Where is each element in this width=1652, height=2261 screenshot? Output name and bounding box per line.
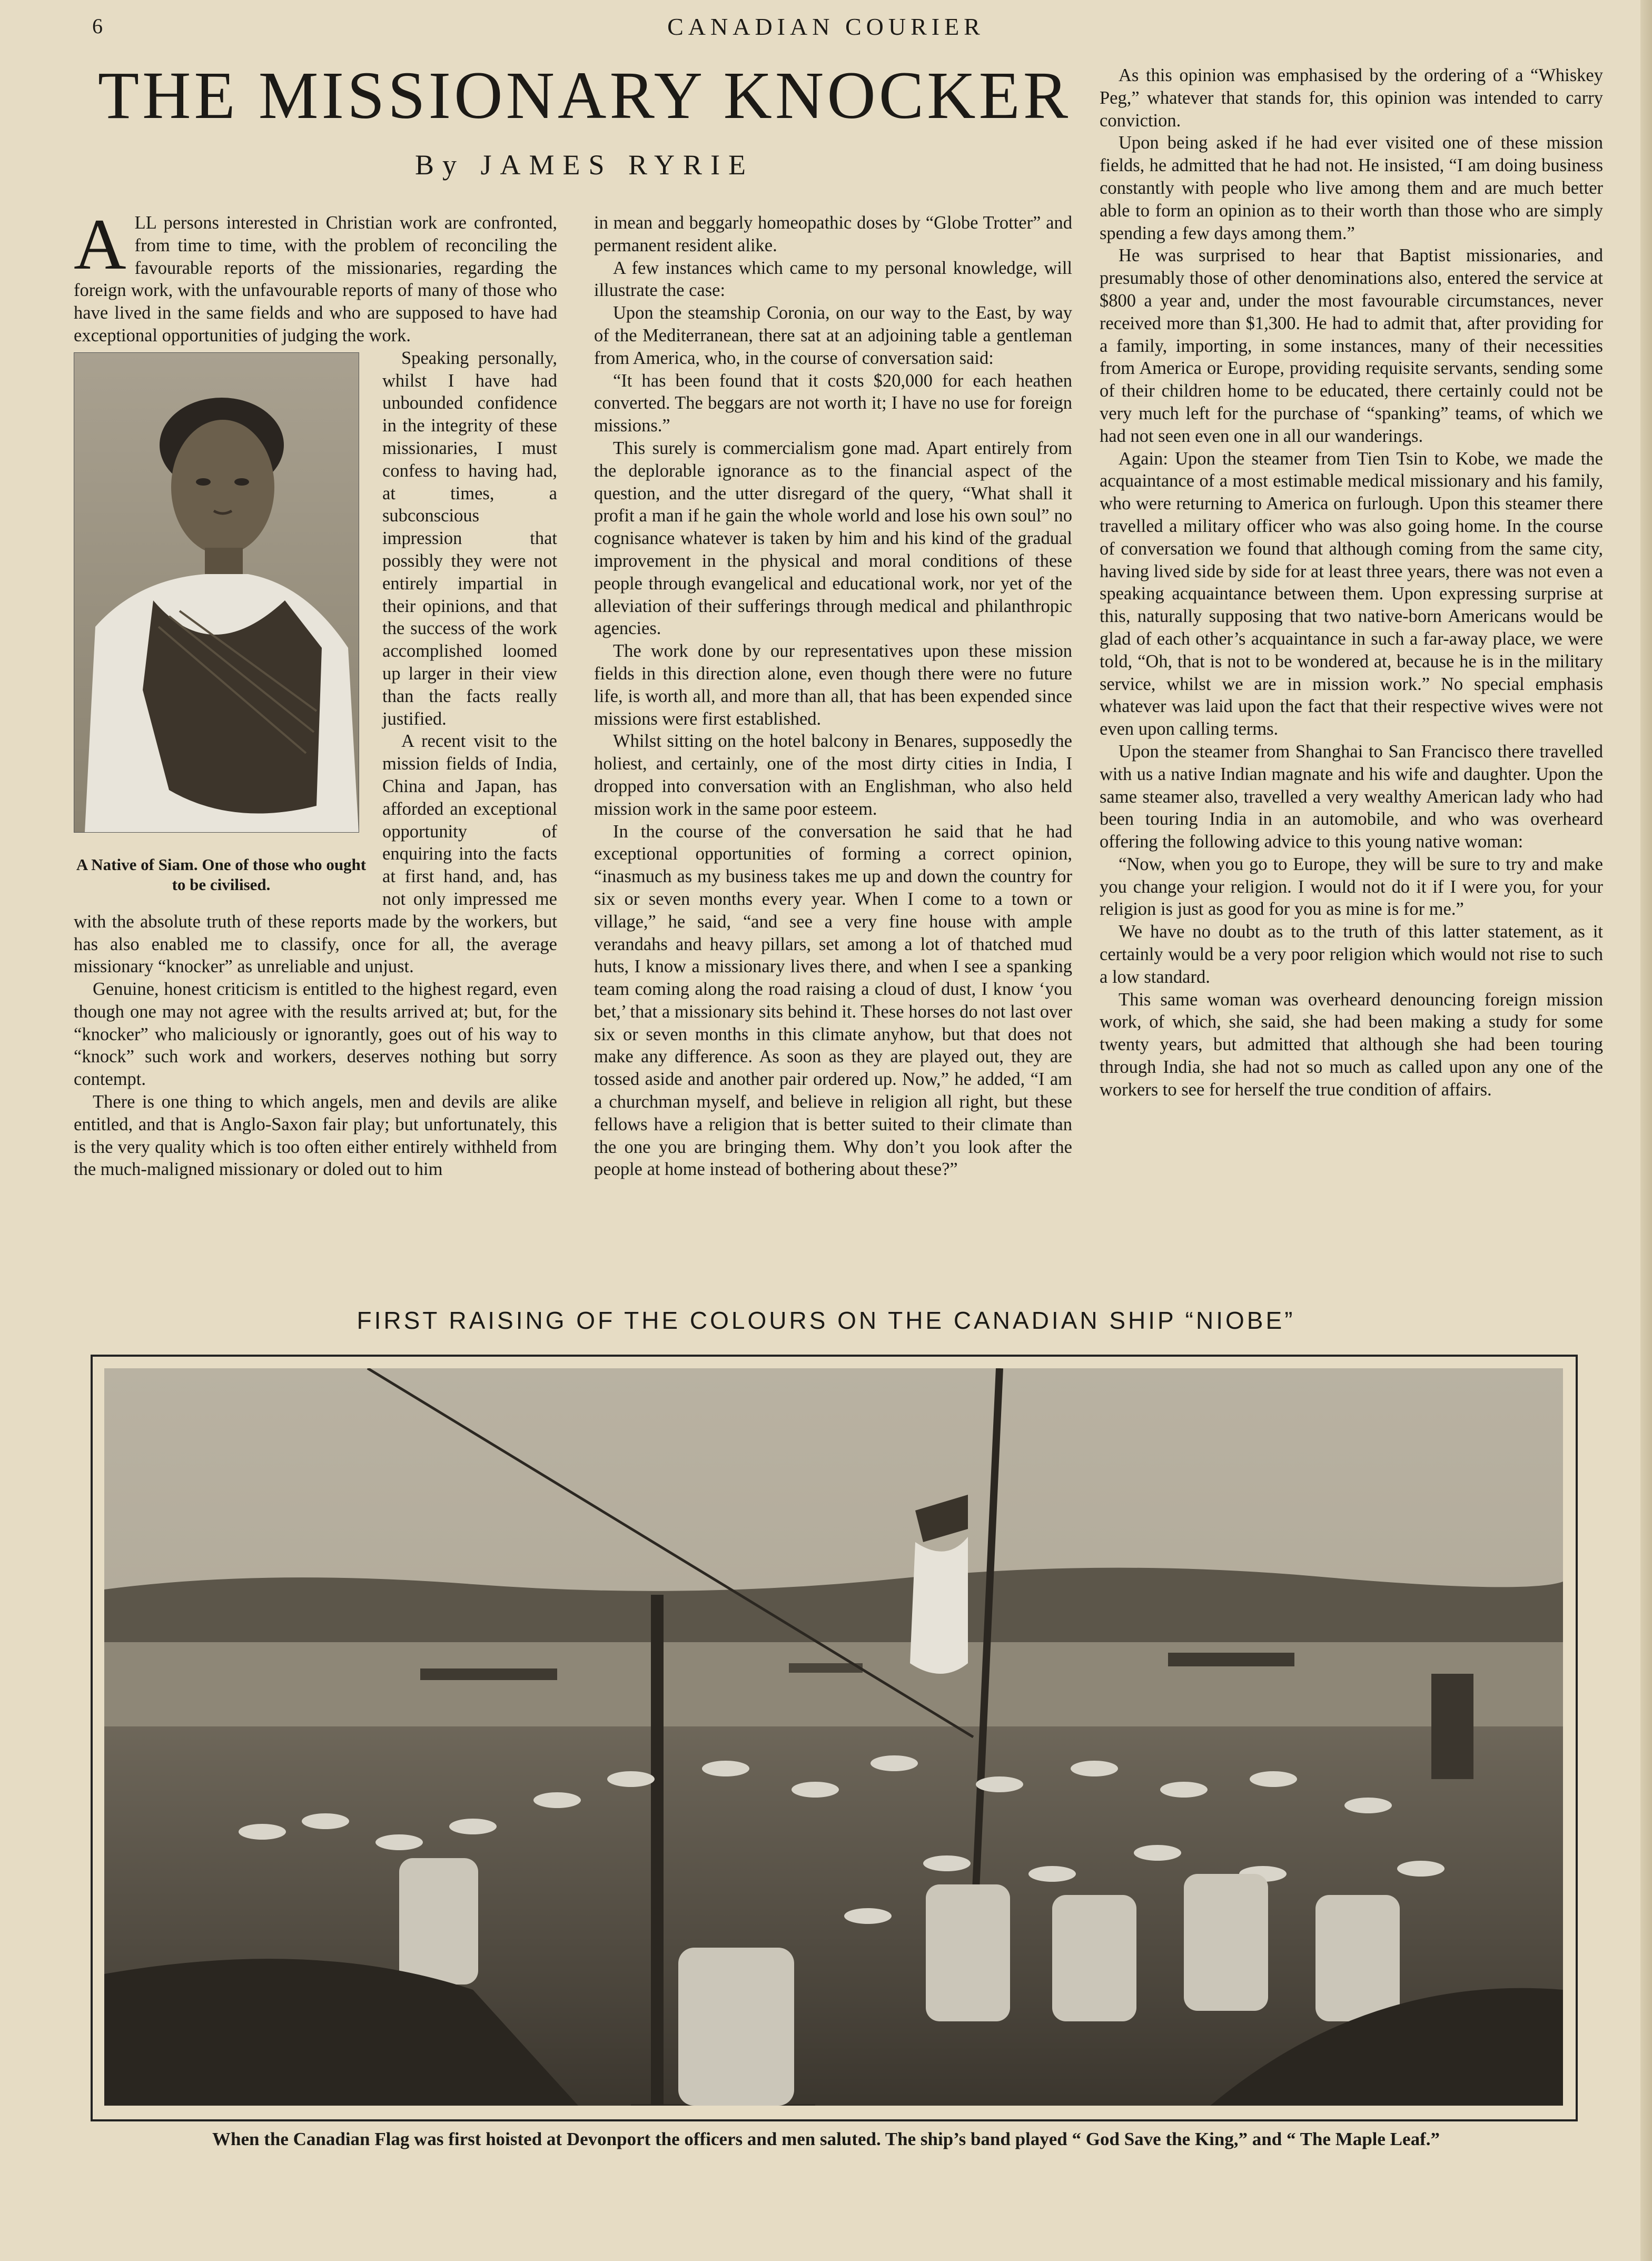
paragraph: Upon the steamer from Shanghai to San Francisco there travelled with us a native Indian magnate and his wife and daughter. Upon the same steamer also, travelled a very wealthy American lady who had been touring India in an automobile, and who was overheard offering the following advice to this young native woman: (1100, 741, 1603, 852)
article-column-2 (594, 212, 1072, 1181)
paragraph: The work done by our representatives upon these mission fields in this direction alone, even though there were no future life, is worth all, and more than all, that has been expended since missions were first established. (594, 641, 1072, 729)
paragraph: In the course of the conversation he said that he had exceptional opportunities of forming a correct opinion, “inasmuch as my business takes me up and down the country for six or seven months every year. When I come to a town or village,” he said, “and see a very fine house with ample verandahs and heavy pillars, set among a lot of thatched mud huts, I know a missionary lives there, and when I see a spanking team coming along the road raising a cloud of dust, I know ‘you bet,’ that a missionary sits behind it. These horses do not last over six or seven months in this climate anyhow, but that does not make any difference. As soon as they are played out, they are tossed aside and another pair ordered up. Now,” he added, “I am a churchman myself, and believe in religion all right, but these fellows have a religion that is better suited to their climate than the one you are bringing them. Why don’t you look after the people at home instead of bothering about these?” (594, 821, 1072, 1180)
paragraph: We have no doubt as to the truth of this latter statement, as it certainly would be a very poor religion which would not rise to such a low standard. (1100, 922, 1603, 987)
paragraph: Upon the steamship Coronia, on our way to the East, by way of the Mediterranean, there sat at an adjoining table a gentleman from America, who, in the course of conversation said: (594, 303, 1072, 368)
article-column-3 (1100, 64, 1603, 1101)
paragraph: Speaking personally, whilst I have had unbounded confidence in the integrity of these missionaries, I must confess to having had, at times, a subconscious impression that possibly they were not entirely impartial in their opinions, and that the success of the work accomplished loomed up larger in their view than the facts really justified. (382, 348, 557, 729)
running-head (0, 9, 1652, 41)
paragraph: This surely is commercialism gone mad. Apart entirely from the deplorable ignorance as to the financial aspect of the question, and the utter disregard of the query, “What shall it profit a man if he gain the whole world and lose his own soul” no cognisance whatever is taken by him and his kind of the gradual improvement in the physical and moral conditions of these people through evangelical and educational work, nor yet of the alleviation of their sufferings through medical and philanthropic agencies. (594, 438, 1072, 639)
photo-caption: When the Canadian Flag was first hoisted at Devonport the officers and men saluted. The ship’s band played “ God Save the King,” and “ The Maple Leaf.” (212, 2129, 1440, 2149)
paragraph: “It has been found that it costs $20,000 for each heathen converted. The beggars are not worth it; I have no use for foreign missions.” (594, 370, 1072, 436)
paragraph: Genuine, honest criticism is entitled to the highest regard, even though one may not agree with the results arrived at; but, for the “knocker” who maliciously or ignorantly, goes out of his way to “knock” such work and workers, deserves nothing but sorry contempt. (74, 979, 557, 1090)
drop-cap: A (74, 204, 126, 284)
paragraph: As this opinion was emphasised by the ordering of a “Whiskey Peg,” whatever that stands for, this opinion was intended to carry conviction. (1100, 65, 1603, 131)
portrait-image (74, 353, 359, 832)
paragraph: A few instances which came to my personal knowledge, will illustrate the case: (594, 258, 1072, 301)
article-byline: By JAMES RYRIE (414, 149, 755, 181)
paragraph: This same woman was overheard denouncing foreign mission work, of which, she said, she had been making a study for some twenty years, but admitted that although she had been touring through India, she had not so much as called upon any one of the workers to see for herself the true condition of affairs. (1100, 989, 1603, 1100)
paragraph: He was surprised to hear that Baptist missionaries, and presumably those of other denominations also, entered the service at $800 a year and, under the most favourable circumstances, never received more than $1,300. He had to admit that, after providing for a family, importing, in some instances, many of their necessities from America or Europe, providing requisite servants, sending some of their children home to be educated, there certainly could not be very much left for the purchase of “spanking” teams, of which we had not seen even one in all our wanderings. (1100, 245, 1603, 446)
page-edge (1640, 0, 1652, 2261)
photo-frame (91, 1355, 1578, 2121)
paragraph-text: LL persons interested in Christian work are confronted, from time to time, with the problem of reconciling the favourable reports of the missionaries, regarding the foreign work, with the unfavourable reports of many of those who have lived in the same fields and who are supposed to have had exceptional opportunities of judging the work. (74, 213, 557, 345)
article-title: THE MISSIONARY KNOCKER (97, 58, 1072, 133)
paragraph: A recent visit to the mission fields of India, China and Japan, has afforded an exceptional opportunity of enquiring into the facts at first hand, and, has not only impressed me with the absolute truth of these reports made by the workers, but has also enabled me to classify, once for all, the average missionary “knocker” as unreliable and unjust. (74, 731, 557, 977)
paragraph: Upon being asked if he had ever visited one of these mission fields, he admitted that he had not. He insisted, “I am doing business constantly with people who live among them and are much better able to form an opinion as to their worth than those who are simply spending a few days among them.” (1100, 133, 1603, 243)
paragraph: Again: Upon the steamer from Tien Tsin to Kobe, we made the acquaintance of a most estimable medical missionary and his family, who were returning to America on furlough. Upon this steamer there travelled a military officer who was also going home. In the course of conversation we found that although coming from the same city, having lived side by side for at least three years, there was not even a speaking acquaintance between them. Upon expressing surprise at this, naturally supposing that two native-born Americans would be glad of each other’s acquaintance in such a far-away place, we were told, “Oh, that is not to be wondered at, because he is in the military service, whilst we are in mission work.” No special emphasis whatever was laid upon the fact that their respective wives were not even upon calling terms. (1100, 448, 1603, 739)
photo-section-title: FIRST RAISING OF THE COLOURS ON THE CANADIAN SHIP “NIOBE” (357, 1307, 1295, 1334)
paragraph: There is one thing to which angels, men and devils are alike entitled, and that is Anglo-Saxon fair play; but unfortunately, this is the very quality which is too often either entirely withheld from the much-maligned missionary or doled out to him (74, 1092, 557, 1180)
portrait-figure (74, 352, 369, 895)
paragraph: in mean and beggarly homeopathic doses by “Globe Trotter” and permanent resident alike. (594, 213, 1072, 255)
portrait-caption: A Native of Siam. One of those who ought to be civilised. (76, 855, 367, 894)
page-number: 6 (92, 14, 103, 38)
paragraph: “Now, when you go to Europe, they will be sure to try and make you change your religion. I would not do it if I were you, for your religion is just as good for you as mine is for me.” (1100, 854, 1603, 920)
portrait-photo (74, 352, 359, 833)
paragraph: Whilst sitting on the hotel balcony in Benares, supposedly the holiest, and certainly, one of the most dirty cities in India, I dropped into conversation with an Englishman, who also held mission work in the same poor esteem. (594, 731, 1072, 819)
magazine-name: CANADIAN COURIER (667, 13, 985, 40)
ship-photo (104, 1368, 1563, 2106)
ship-deck-image (104, 1368, 1563, 2106)
article-column-1 (74, 204, 557, 1181)
paragraph (74, 204, 557, 347)
